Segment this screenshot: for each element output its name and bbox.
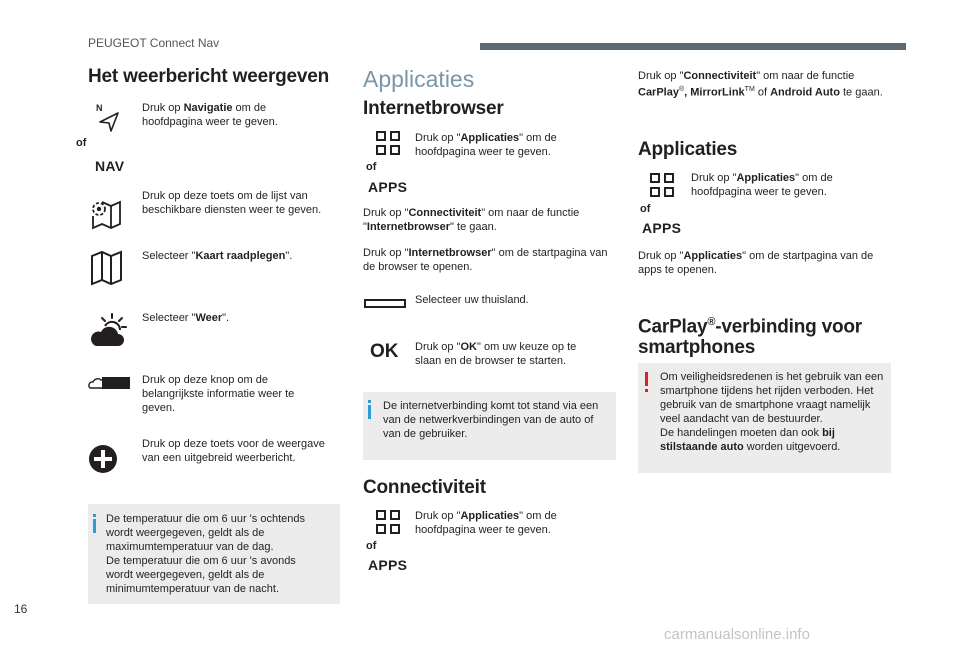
or-label: of: [640, 203, 651, 215]
warning-icon: [645, 372, 648, 392]
apps-button-label: APPS: [368, 179, 408, 195]
step-applications-home: Druk op "Applicaties" om de hoofdpagina weer te geven.: [691, 172, 833, 198]
map-services-icon: [89, 198, 129, 230]
heading-internet-browser: Internetbrowser: [363, 98, 504, 119]
apps-button-label: APPS: [642, 220, 682, 236]
running-header: PEUGEOT Connect Nav: [88, 36, 220, 50]
plus-icon: [88, 444, 118, 474]
weather-summary-icon: [88, 376, 130, 390]
step-consult-map: Selecteer "Kaart raadplegen".: [142, 250, 293, 262]
step-applications-connectivity: Druk op "Applicaties" om de hoofdpagina weer te geven.: [415, 510, 557, 536]
heading-carplay: CarPlay®-verbinding voor smartphones: [638, 316, 862, 359]
apps-grid-icon: [376, 510, 400, 534]
or-label: of: [366, 540, 377, 552]
warning-note-safety: Om veiligheidsredenen is het gebruik van een smartphone tijdens het rijden verboden. Het gebruik van de smartphone vraagt namelijk veel aandacht van de bestuurder. De handelingen moeten dan ook bij stilstaande auto worden uitgevoerd.: [638, 363, 891, 473]
para-open-browser: Druk op "Internetbrowser" om de startpagina van de browser te openen.: [363, 247, 608, 273]
apps-grid-icon: [376, 131, 400, 155]
heading-weather: Het weerbericht weergeven: [88, 66, 330, 87]
or-label: of: [76, 137, 87, 149]
para-apps-startpage: Druk op "Applicaties" om de startpagina van de apps te openen.: [638, 250, 874, 276]
country-selector-icon: [364, 298, 406, 310]
map-icon: [89, 250, 129, 286]
navigation-arrow-icon: [96, 102, 122, 132]
ok-button-label: OK: [370, 341, 399, 362]
or-label: of: [366, 161, 377, 173]
heading-applications: Applicaties: [638, 139, 738, 160]
step-select-weather: Selecteer "Weer".: [142, 312, 230, 324]
para-connectivity: Druk op "Connectiviteit" om naar de functie "Internetbrowser" te gaan.: [363, 207, 580, 233]
watermark: carmanualsonline.info: [664, 626, 810, 643]
heading-connectivity: Connectiviteit: [363, 477, 486, 498]
svg-text:N: N: [96, 103, 103, 113]
page-number: 16: [14, 602, 28, 616]
step-extended-forecast: Druk op deze toets voor de weergave van een uitgebreid weerbericht.: [142, 438, 325, 464]
weather-icon: [88, 312, 128, 350]
step-confirm-ok: Druk op "OK" om uw keuze op te slaan en de browser te starten.: [415, 341, 577, 367]
step-select-country: Selecteer uw thuisland.: [415, 294, 529, 306]
step-main-info: Druk op deze knop om de belangrijkste informatie weer te geven.: [142, 374, 295, 414]
para-carplay-connectivity: Druk op "Connectiviteit" om naar de functie CarPlay®, MirrorLink™ of Android Auto te gaan.: [638, 70, 883, 99]
info-note-temperature: De temperatuur die om 6 uur 's ochtends wordt weergegeven, geldt als de maximumtemperatuur van de dag. De temperatuur die om 6 uur 's avonds wordt weergegeven, geldt als de minimumtemperatuur van de nacht.: [88, 504, 340, 604]
apps-button-label: APPS: [368, 557, 408, 573]
info-note-internet: De internetverbinding komt tot stand via een van de netwerkverbindingen van de auto of van de gebruiker.: [363, 392, 616, 460]
apps-grid-icon: [650, 173, 674, 197]
header-bar: [480, 43, 906, 50]
section-title-applications: Applicaties: [363, 66, 475, 92]
step-navigation: Druk op Navigatie om de hoofdpagina weer te geven.: [142, 102, 278, 128]
nav-button-label: NAV: [95, 158, 125, 174]
step-applications: Druk op "Applicaties" om de hoofdpagina weer te geven.: [415, 132, 557, 158]
step-services-list: Druk op deze toets om de lijst van beschikbare diensten weer te geven.: [142, 190, 322, 216]
